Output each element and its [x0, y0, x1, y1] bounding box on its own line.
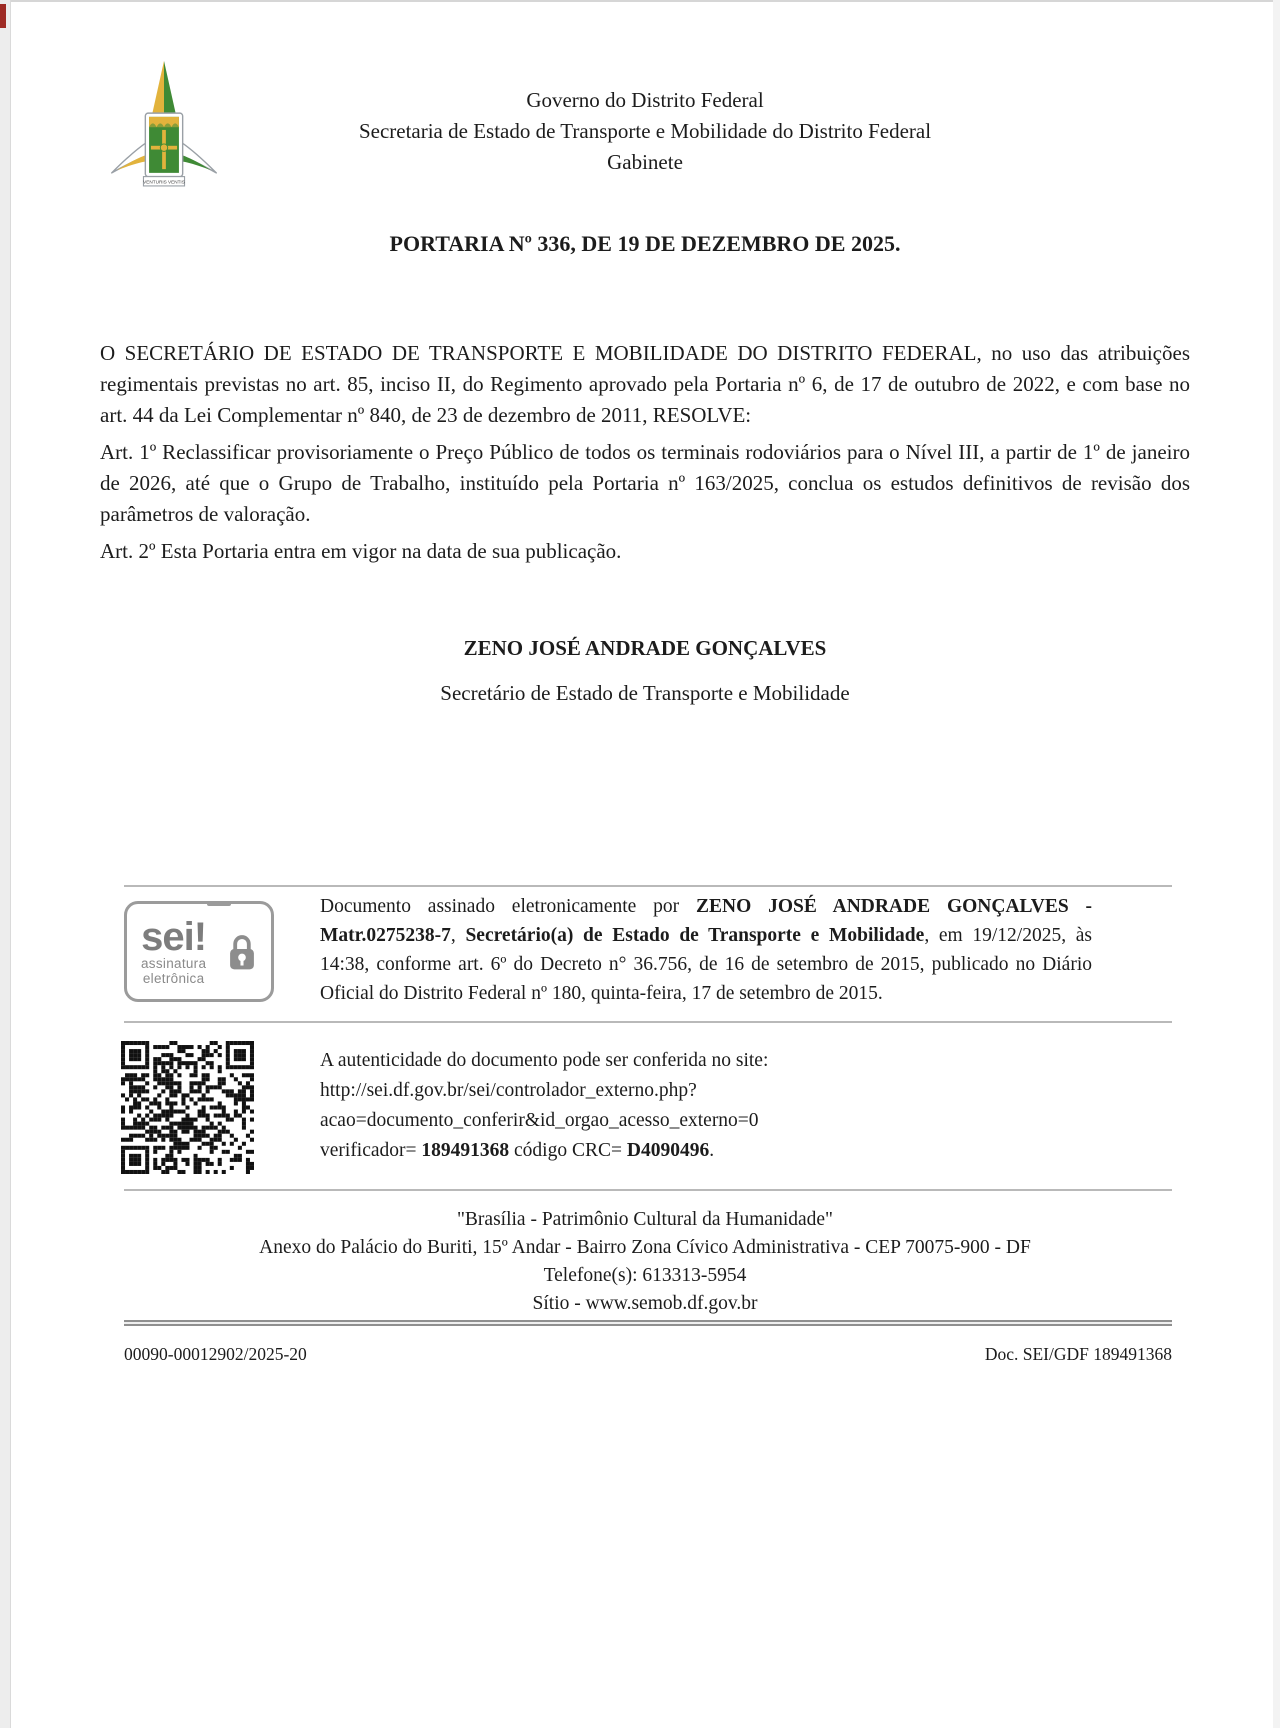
verifier-code: 189491368: [421, 1140, 510, 1161]
signature-statement-suffix: , em 19/12/2025, às 14:38, conforme art. 6º do Decreto n° 36.756, de 16 de setembro de 2015, publicado no Diário Oficial do Distrito Federal nº 180, quinta-feira, 17 de setembro de 2015.: [320, 925, 1092, 1004]
verification-line-1: A autenticidade do documento pode ser conferida no site:: [320, 1050, 769, 1071]
doc-sei-number: Doc. SEI/GDF 189491368: [984, 1344, 1172, 1364]
footer-address: Anexo do Palácio do Buriti, 15º Andar - Bairro Zona Cívico Administrativa - CEP 70075-900 - DF: [259, 1237, 1031, 1258]
verification-url-2: acao=documento_conferir&id_orgao_acesso_externo=0: [320, 1110, 759, 1131]
verification-url-1: http://sei.df.gov.br/sei/controlador_externo.php?: [320, 1080, 697, 1101]
page-edge-right: [1273, 0, 1280, 1728]
page-edge-top: [0, 0, 1280, 2]
document-references: [124, 1344, 1172, 1365]
header-org-block: [100, 85, 1190, 178]
footer-address-block: [100, 1206, 1190, 1318]
crc-code: D4090496: [626, 1140, 710, 1161]
footer-motto: "Brasília - Patrimônio Cultural da Humanidade": [456, 1209, 834, 1230]
separator-line: [124, 885, 1172, 887]
sei-logo-word: sei!: [141, 914, 207, 959]
signature-statement-prefix: Documento assinado eletronicamente por: [320, 896, 696, 917]
separator-line: [124, 1189, 1172, 1191]
org-line-1: Governo do Distrito Federal: [526, 88, 764, 112]
signature-role-bold: Secretário(a) de Estado de Transporte e Mobilidade: [465, 925, 925, 946]
sei-logo-sub-2: eletrônica: [142, 970, 205, 986]
verification-line-4-end: .: [709, 1140, 715, 1161]
signature-signer: ZENO JOSÉ ANDRADE GONÇALVES - Matr.0275238-7: [320, 896, 1093, 946]
org-line-3: Gabinete: [607, 150, 683, 174]
sei-logo: [141, 914, 207, 986]
page-edge-left: [0, 0, 11, 1728]
separator-double-line: [124, 1320, 1172, 1326]
paragraph-preamble: O SECRETÁRIO DE ESTADO DE TRANSPORTE E MOBILIDADE DO DISTRITO FEDERAL, no uso das atribuições regimentais previstas no art. 85, inciso II, do Regimento aprovado pela Portaria nº 6, de 17 de outubro de 2022, e com base no art. 44 da Lei Complementar nº 840, de 23 de dezembro de 2011, RESOLVE:: [100, 341, 1190, 427]
verification-line-4: [320, 1136, 1100, 1166]
org-line-2: Secretaria de Estado de Transporte e Mobilidade do Distrito Federal: [358, 119, 932, 143]
paragraph-art-1: Art. 1º Reclassificar provisoriamente o Preço Público de todos os terminais rodoviários para o Nível III, a partir de 1º de janeiro de 2026, até que o Grupo de Trabalho, instituído pela Portaria nº 163/2025, conclua os estudos definitivos de revisão dos parâmetros de valoração.: [100, 440, 1190, 526]
sei-signature-badge: [124, 901, 274, 1002]
signatory-name: ZENO JOSÉ ANDRADE GONÇALVES: [463, 636, 827, 660]
signature-statement-sep: ,: [450, 925, 466, 946]
document-body: [100, 338, 1190, 573]
verification-block: [320, 1046, 1100, 1166]
verifier-label: verificador=: [320, 1140, 422, 1161]
process-number: 00090-00012902/2025-20: [124, 1344, 307, 1364]
document-title: PORTARIA Nº 336, DE 19 DE DEZEMBRO DE 2025.: [389, 231, 901, 256]
signatory-role: Secretário de Estado de Transporte e Mobilidade: [440, 681, 850, 705]
paragraph-art-2: Art. 2º Esta Portaria entra em vigor na data de sua publicação.: [100, 539, 622, 563]
footer-website: Sítio - www.semob.df.gov.br: [532, 1293, 758, 1314]
separator-line: [124, 1021, 1172, 1023]
signature-statement: [320, 892, 1092, 1008]
padlock-icon: [225, 931, 259, 972]
footer-phone: Telefone(s): 613313-5954: [543, 1265, 747, 1286]
sei-badge-notch: [207, 902, 231, 906]
red-edge-mark: [0, 4, 6, 28]
crc-label: código CRC=: [509, 1140, 627, 1161]
logo-motto: VENTURIS VENTIS: [143, 179, 185, 185]
sei-logo-sub-1: assinatura: [141, 955, 207, 971]
qr-code: [121, 1041, 254, 1174]
